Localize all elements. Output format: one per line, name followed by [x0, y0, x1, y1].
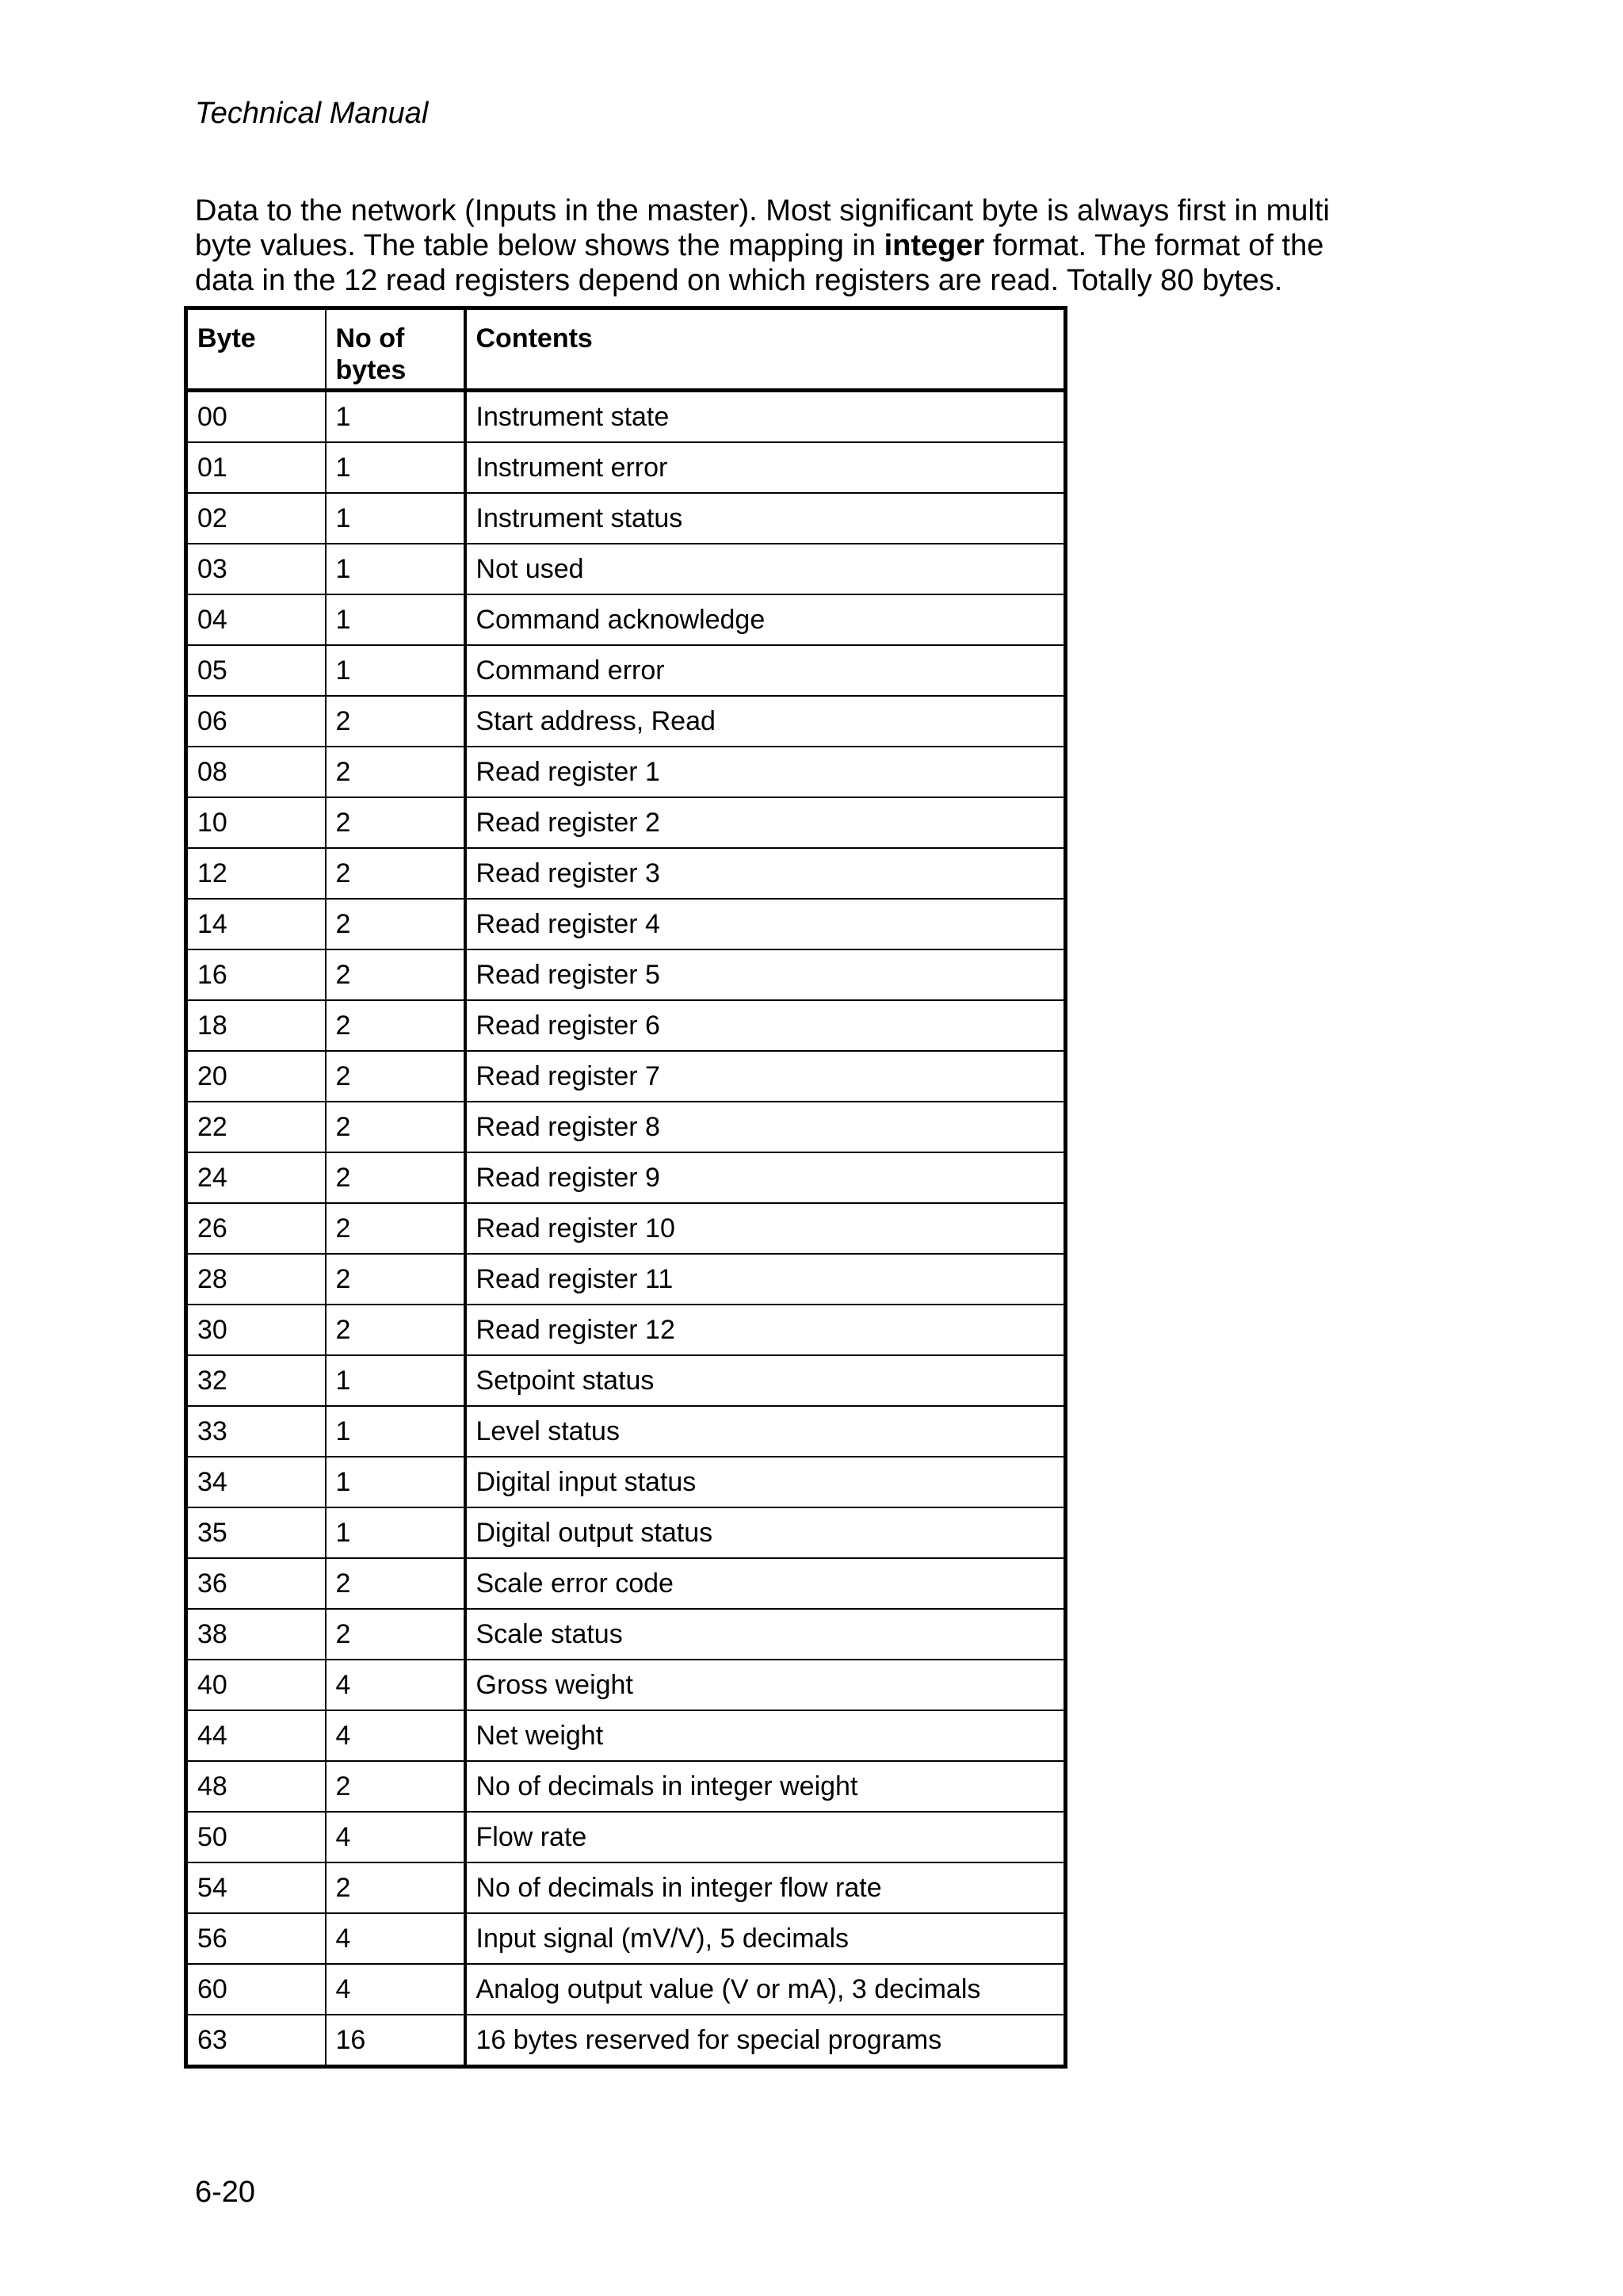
- intro-paragraph: [195, 193, 1384, 298]
- running-header: Technical Manual: [195, 97, 429, 130]
- table-row: [186, 1660, 1066, 1710]
- byte-cell: 05: [186, 645, 326, 696]
- no-of-bytes-cell: 2: [326, 747, 465, 797]
- contents-cell: Read register 6: [465, 1000, 1066, 1051]
- table-row: [186, 797, 1066, 848]
- contents-cell: Read register 1: [465, 747, 1066, 797]
- no-of-bytes-cell: 2: [326, 1000, 465, 1051]
- no-of-bytes-cell: 1: [326, 493, 465, 544]
- contents-cell: Digital output status: [465, 1507, 1066, 1558]
- byte-cell: 48: [186, 1761, 326, 1812]
- byte-cell: 01: [186, 442, 326, 493]
- table-row: [186, 1406, 1066, 1457]
- byte-cell: 12: [186, 848, 326, 899]
- contents-cell: Read register 4: [465, 899, 1066, 949]
- table-row: [186, 1812, 1066, 1862]
- contents-cell: Read register 11: [465, 1254, 1066, 1305]
- contents-cell: Read register 2: [465, 797, 1066, 848]
- contents-cell: Scale error code: [465, 1558, 1066, 1609]
- table-row: [186, 1710, 1066, 1761]
- byte-cell: 14: [186, 899, 326, 949]
- no-of-bytes-cell: 1: [326, 1457, 465, 1507]
- contents-cell: Analog output value (V or mA), 3 decimals: [465, 1964, 1066, 2015]
- byte-cell: 60: [186, 1964, 326, 2015]
- table-row: [186, 1862, 1066, 1913]
- byte-cell: 56: [186, 1913, 326, 1964]
- table-header-row: [186, 308, 1066, 391]
- table-row: [186, 1457, 1066, 1507]
- no-of-bytes-cell: 1: [326, 442, 465, 493]
- page-number: 6-20: [195, 2176, 256, 2209]
- table-row: [186, 1152, 1066, 1203]
- intro-bold-term: integer: [884, 229, 985, 262]
- contents-cell: Net weight: [465, 1710, 1066, 1761]
- no-of-bytes-cell: 16: [326, 2015, 465, 2067]
- byte-cell: 10: [186, 797, 326, 848]
- table-body: [186, 391, 1066, 2067]
- contents-cell: Read register 8: [465, 1102, 1066, 1152]
- no-of-bytes-cell: 2: [326, 1102, 465, 1152]
- no-of-bytes-cell: 4: [326, 1660, 465, 1710]
- table-row: [186, 1051, 1066, 1102]
- no-of-bytes-cell: 2: [326, 1254, 465, 1305]
- byte-cell: 54: [186, 1862, 326, 1913]
- column-header-byte: Byte: [186, 308, 326, 391]
- byte-cell: 03: [186, 544, 326, 594]
- table-row: [186, 1964, 1066, 2015]
- contents-cell: Digital input status: [465, 1457, 1066, 1507]
- table-row: [186, 594, 1066, 645]
- byte-cell: 40: [186, 1660, 326, 1710]
- byte-cell: 26: [186, 1203, 326, 1254]
- column-header-contents: Contents: [465, 308, 1066, 391]
- no-of-bytes-cell: 2: [326, 1862, 465, 1913]
- table-row: [186, 1355, 1066, 1406]
- byte-cell: 08: [186, 747, 326, 797]
- table-row: [186, 544, 1066, 594]
- contents-cell: Setpoint status: [465, 1355, 1066, 1406]
- no-of-bytes-cell: 2: [326, 1609, 465, 1660]
- contents-cell: No of decimals in integer flow rate: [465, 1862, 1066, 1913]
- byte-cell: 35: [186, 1507, 326, 1558]
- byte-cell: 30: [186, 1305, 326, 1355]
- contents-cell: Read register 9: [465, 1152, 1066, 1203]
- table-row: [186, 848, 1066, 899]
- no-of-bytes-cell: 4: [326, 1913, 465, 1964]
- no-of-bytes-cell: 2: [326, 1761, 465, 1812]
- byte-cell: 24: [186, 1152, 326, 1203]
- byte-cell: 34: [186, 1457, 326, 1507]
- no-of-bytes-cell: 2: [326, 848, 465, 899]
- contents-cell: No of decimals in integer weight: [465, 1761, 1066, 1812]
- byte-cell: 20: [186, 1051, 326, 1102]
- table-row: [186, 1913, 1066, 1964]
- table-row: [186, 949, 1066, 1000]
- byte-cell: 00: [186, 391, 326, 443]
- contents-cell: Command error: [465, 645, 1066, 696]
- no-of-bytes-cell: 2: [326, 1305, 465, 1355]
- table-row: [186, 1102, 1066, 1152]
- table-row: [186, 1761, 1066, 1812]
- byte-cell: 18: [186, 1000, 326, 1051]
- no-of-bytes-cell: 1: [326, 544, 465, 594]
- contents-cell: Read register 5: [465, 949, 1066, 1000]
- contents-cell: Start address, Read: [465, 696, 1066, 747]
- no-of-bytes-cell: 1: [326, 1355, 465, 1406]
- no-of-bytes-cell: 2: [326, 696, 465, 747]
- intro-text-1: Data to the network (Inputs in the master). Most significant byte is always first in multi byte values. The table below shows the mapping in: [195, 194, 1330, 262]
- no-of-bytes-cell: 4: [326, 1964, 465, 2015]
- no-of-bytes-cell: 1: [326, 1507, 465, 1558]
- byte-cell: 28: [186, 1254, 326, 1305]
- intro-text-2: format. The format of the data in the 12 read registers depend on which registers are read. Totally 80 bytes.: [195, 229, 1324, 297]
- table-row: [186, 1000, 1066, 1051]
- no-of-bytes-cell: 2: [326, 899, 465, 949]
- contents-cell: Instrument status: [465, 493, 1066, 544]
- byte-cell: 63: [186, 2015, 326, 2067]
- byte-mapping-table: [184, 306, 1067, 2069]
- byte-cell: 50: [186, 1812, 326, 1862]
- contents-cell: Flow rate: [465, 1812, 1066, 1862]
- no-of-bytes-cell: 1: [326, 594, 465, 645]
- table-row: [186, 899, 1066, 949]
- contents-cell: Scale status: [465, 1609, 1066, 1660]
- table-row: [186, 645, 1066, 696]
- no-of-bytes-cell: 2: [326, 1203, 465, 1254]
- table-row: [186, 1558, 1066, 1609]
- byte-cell: 02: [186, 493, 326, 544]
- contents-cell: 16 bytes reserved for special programs: [465, 2015, 1066, 2067]
- no-of-bytes-cell: 1: [326, 1406, 465, 1457]
- no-of-bytes-cell: 2: [326, 1152, 465, 1203]
- byte-cell: 06: [186, 696, 326, 747]
- byte-cell: 44: [186, 1710, 326, 1761]
- contents-cell: Read register 12: [465, 1305, 1066, 1355]
- contents-cell: Read register 7: [465, 1051, 1066, 1102]
- no-of-bytes-cell: 1: [326, 391, 465, 443]
- byte-cell: 36: [186, 1558, 326, 1609]
- byte-cell: 04: [186, 594, 326, 645]
- no-of-bytes-cell: 2: [326, 1558, 465, 1609]
- byte-cell: 33: [186, 1406, 326, 1457]
- column-header-no-of-bytes: No of bytes: [326, 308, 465, 391]
- contents-cell: Instrument state: [465, 391, 1066, 443]
- contents-cell: Read register 3: [465, 848, 1066, 899]
- table-row: [186, 747, 1066, 797]
- table-row: [186, 1507, 1066, 1558]
- byte-cell: 22: [186, 1102, 326, 1152]
- contents-cell: Input signal (mV/V), 5 decimals: [465, 1913, 1066, 1964]
- contents-cell: Level status: [465, 1406, 1066, 1457]
- byte-cell: 38: [186, 1609, 326, 1660]
- table-row: [186, 442, 1066, 493]
- contents-cell: Not used: [465, 544, 1066, 594]
- no-of-bytes-cell: 2: [326, 949, 465, 1000]
- contents-cell: Command acknowledge: [465, 594, 1066, 645]
- table-row: [186, 493, 1066, 544]
- no-of-bytes-cell: 2: [326, 1051, 465, 1102]
- table-row: [186, 1203, 1066, 1254]
- no-of-bytes-cell: 2: [326, 797, 465, 848]
- contents-cell: Read register 10: [465, 1203, 1066, 1254]
- table-row: [186, 391, 1066, 443]
- no-of-bytes-cell: 1: [326, 645, 465, 696]
- table-row: [186, 696, 1066, 747]
- byte-cell: 32: [186, 1355, 326, 1406]
- contents-cell: Instrument error: [465, 442, 1066, 493]
- no-of-bytes-cell: 4: [326, 1812, 465, 1862]
- byte-cell: 16: [186, 949, 326, 1000]
- no-of-bytes-cell: 4: [326, 1710, 465, 1761]
- table-row: [186, 1609, 1066, 1660]
- table-row: [186, 2015, 1066, 2067]
- contents-cell: Gross weight: [465, 1660, 1066, 1710]
- table-row: [186, 1254, 1066, 1305]
- table-row: [186, 1305, 1066, 1355]
